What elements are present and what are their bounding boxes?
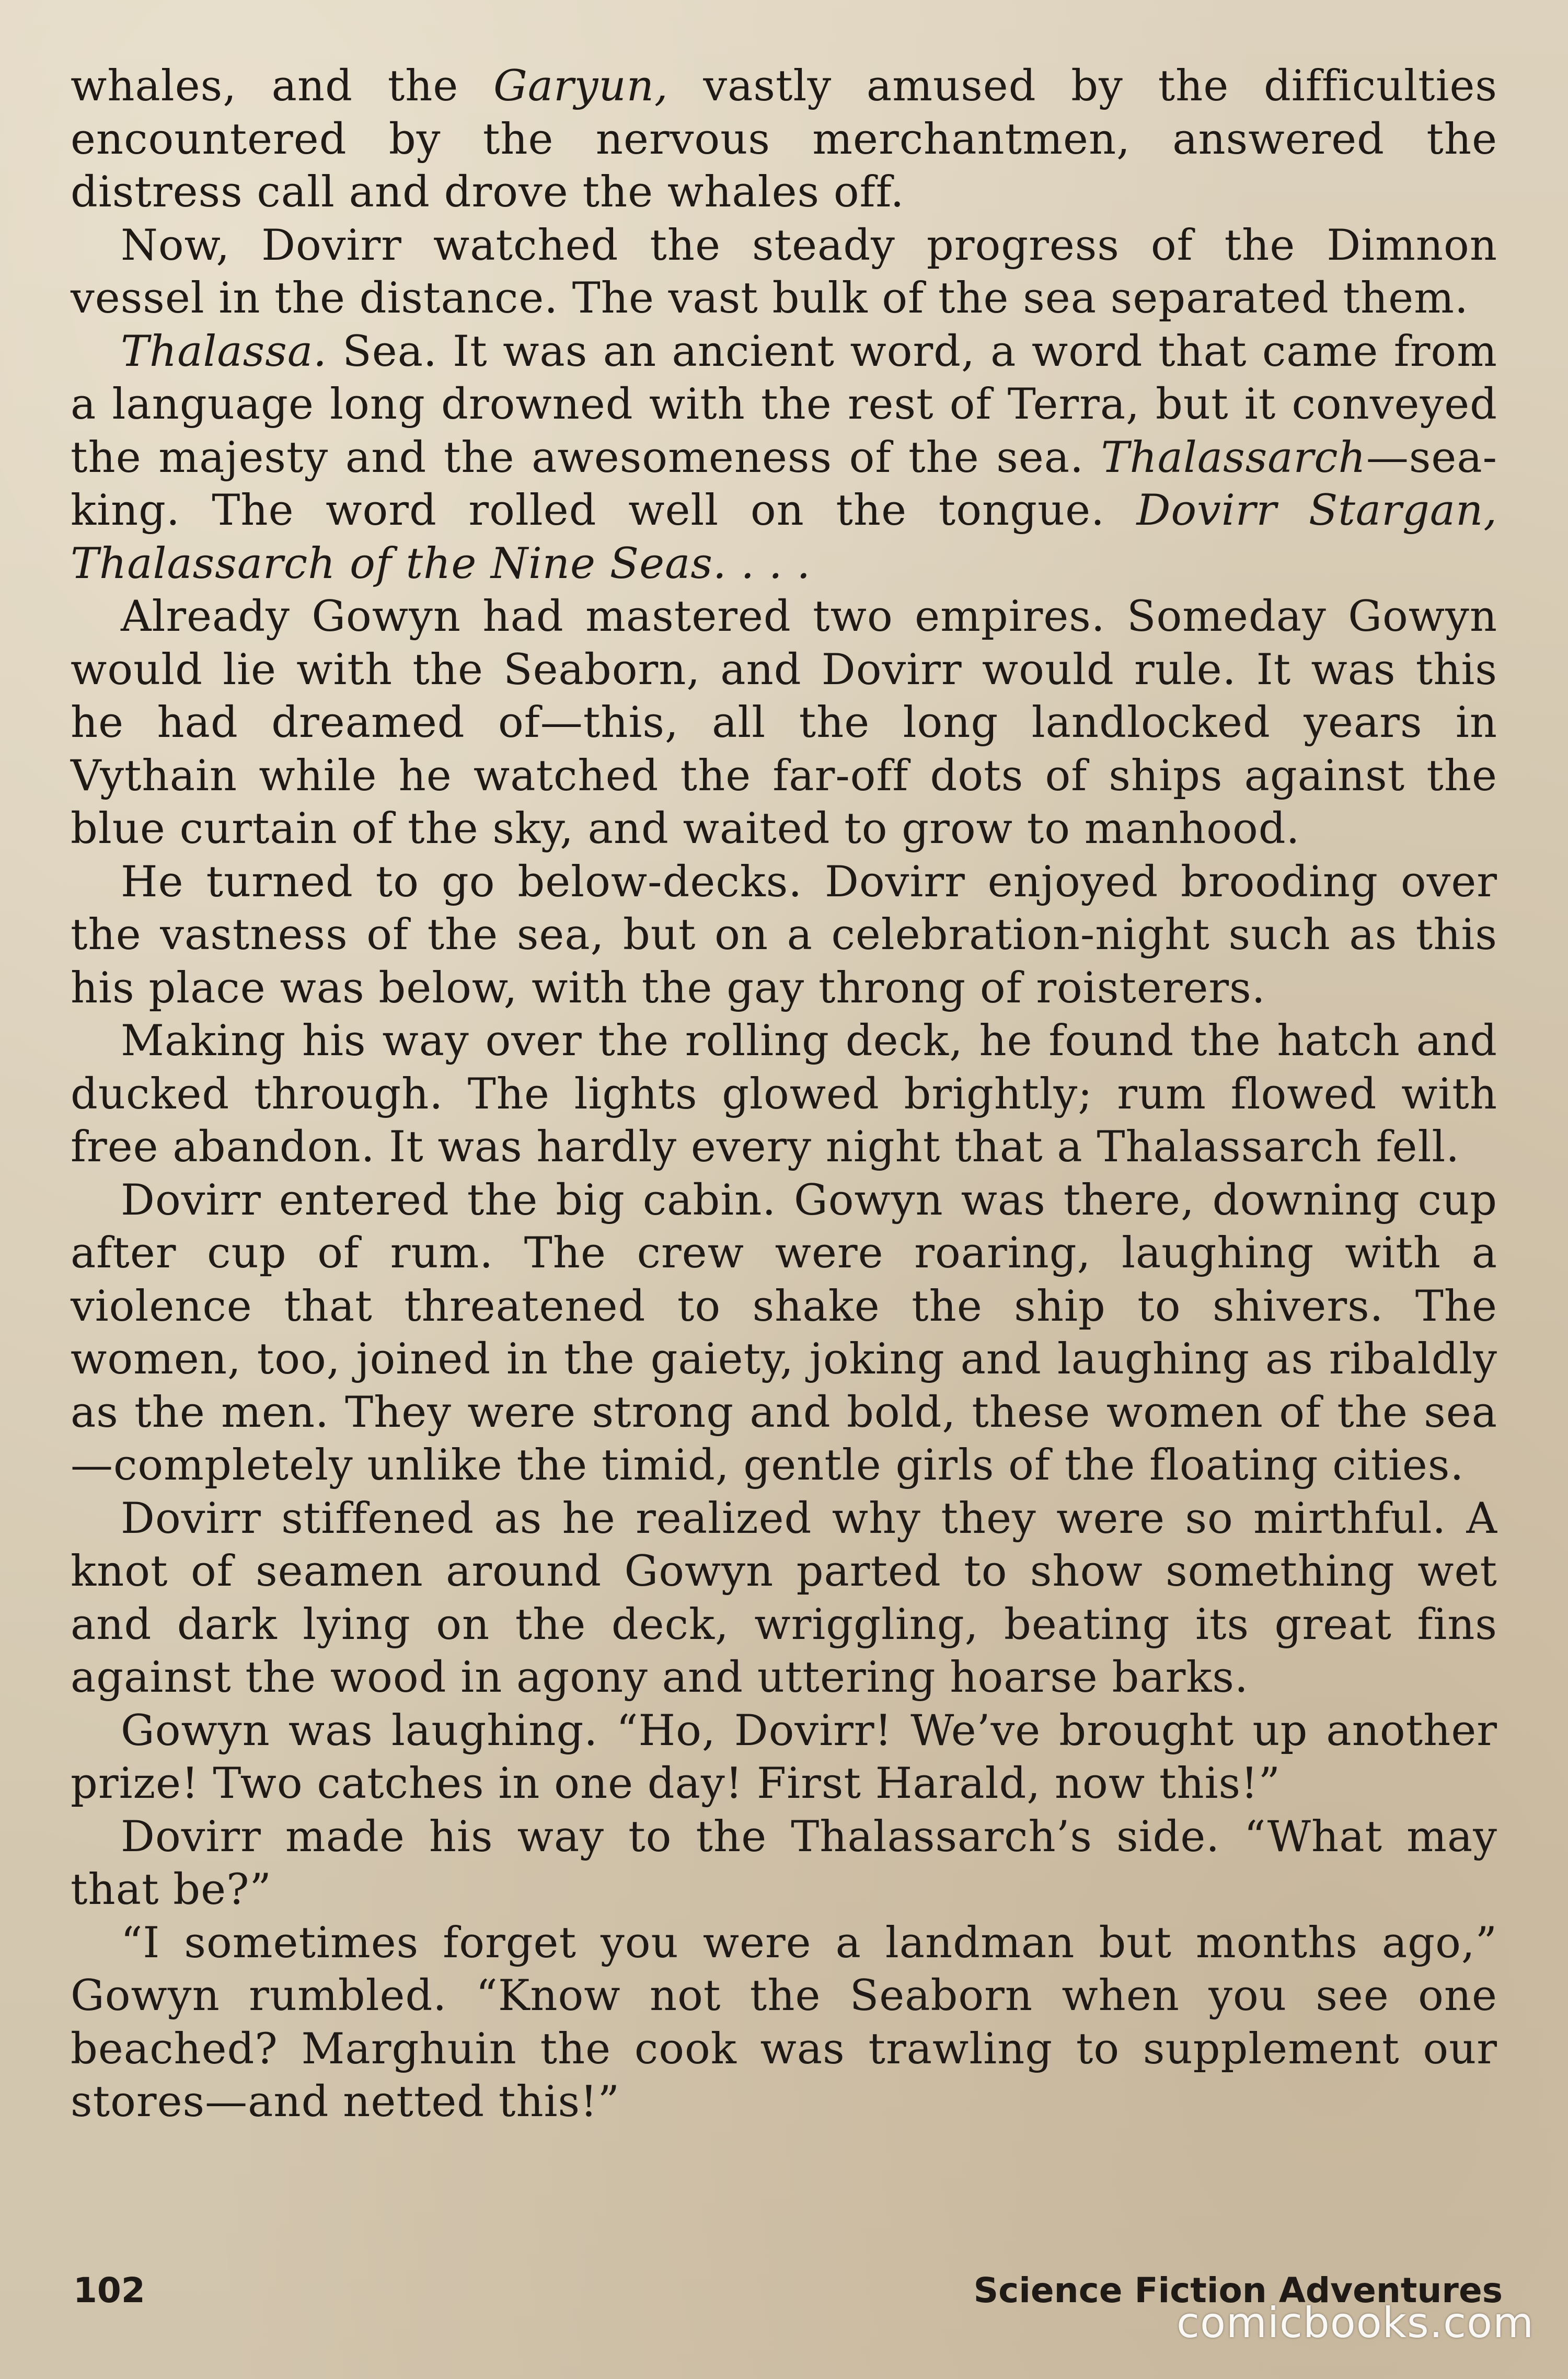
paragraph [71, 1174, 1497, 1493]
text-run: —sea-king. The word rolled well on the tongue. [71, 433, 1497, 535]
paragraph [71, 1705, 1497, 1811]
running-title: Science Fiction Adventures [973, 2270, 1503, 2311]
paragraph [71, 591, 1497, 856]
paragraph [71, 856, 1497, 1015]
italic-text: Thalassa. [121, 327, 327, 376]
paragraph [71, 1493, 1497, 1705]
text-run: He turned to go below-decks. Dovirr enjoyed brooding over the vastness of the sea, but on a celebration-night such as this his place was below, with the gay throng of roisterers. [71, 857, 1497, 1013]
paragraph [71, 1917, 1497, 2129]
text-run: whales, and the [71, 62, 494, 111]
paragraph [71, 60, 1497, 220]
text-run: Dovirr entered the big cabin. Gowyn was there, downing cup after cup of rum. The crew were roaring, laughing with a violence that threatened to shake the ship to shivers. The women, too, joined in the gaiety, joking and laughing as ribaldly as the men. They were strong and bold, these women of the sea—completely unlike the timid, gentle girls of the floating cities. [71, 1175, 1497, 1490]
text-run: Making his way over the rolling deck, he found the hatch and ducked through. The lights glowed brightly; rum flowed with free abandon. It was hardly every night that a Thalassarch fell. [71, 1017, 1497, 1172]
story-text [71, 60, 1497, 2129]
paragraph [71, 220, 1497, 326]
italic-text: Dovirr Stargan, Thalassarch of the Nine Seas. . . . [71, 486, 1497, 588]
italic-text: Thalassarch [1101, 433, 1366, 482]
italic-text: Garyun, [493, 62, 668, 111]
page-number: 102 [73, 2270, 145, 2311]
paragraph [71, 326, 1497, 591]
text-run: Sea. It was an ancient word, a word that came from a language long drowned with the rest of Terra, but it conveyed the majesty and the awesomeness of the sea. [71, 327, 1497, 482]
text-run: Dovirr stiffened as he realized why they were so mirthful. A knot of seamen around Gowyn parted to show something wet and dark lying on the deck, wriggling, beating its great fins against the wood in agony and uttering hoarse barks. [71, 1494, 1497, 1702]
text-run: Dovirr made his way to the Thalassarch’s side. “What may that be?” [71, 1812, 1497, 1914]
paragraph [71, 1015, 1497, 1174]
text-run: “I sometimes forget you were a landman but months ago,” Gowyn rumbled. “Know not the Seaborn when you see one beached? Marghuin the cook was trawling to supplement our stores—and netted this!” [71, 1918, 1497, 2127]
paragraph [71, 1811, 1497, 1917]
watermark: comicbooks.com [1176, 2299, 1534, 2347]
text-run: vastly amused by the difficulties encountered by the nervous merchantmen, answered the distress call and drove the whales off. [71, 62, 1497, 217]
text-run: Now, Dovirr watched the steady progress of the Dimnon vessel in the distance. The vast bulk of the sea separated them. [71, 221, 1497, 323]
text-run: Already Gowyn had mastered two empires. Someday Gowyn would lie with the Seaborn, and Dovirr would rule. It was this he had dreamed of—this, all the long landlocked years in Vythain while he watched the far-off dots of ships against the blue curtain of the sky, and waited to grow to manhood. [71, 592, 1497, 853]
text-run: Gowyn was laughing. “Ho, Dovirr! We’ve brought up another prize! Two catches in one day! First Harald, now this!” [71, 1706, 1497, 1808]
